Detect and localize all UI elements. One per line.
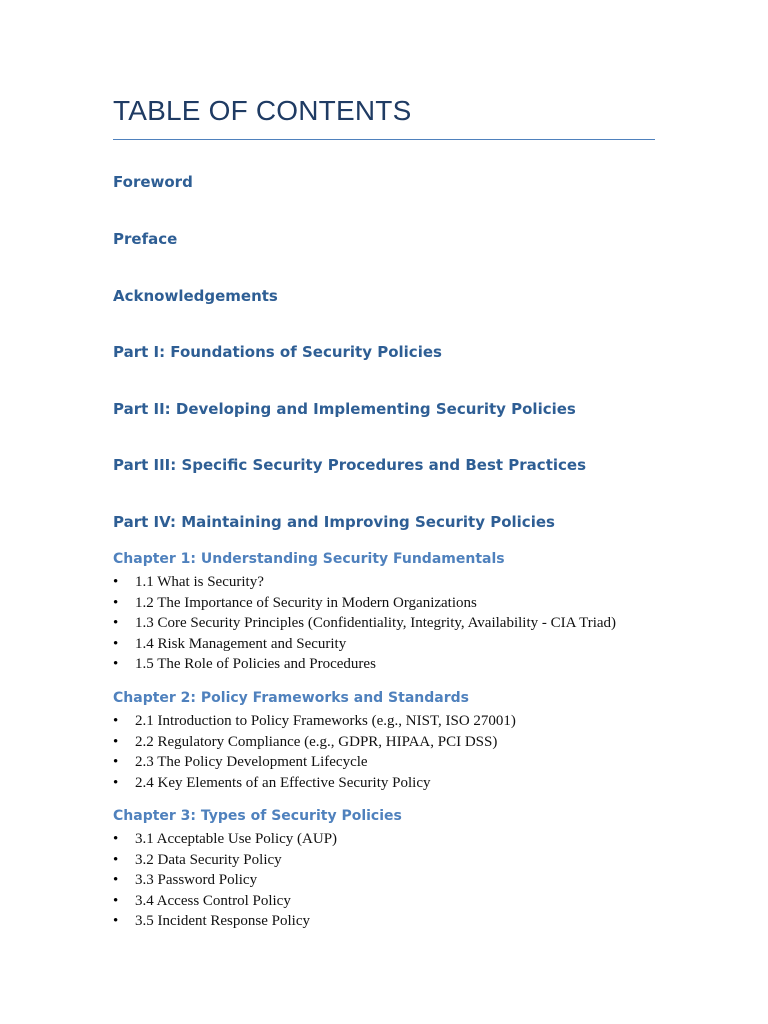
bullet-icon: • [113, 851, 119, 868]
list-item-text: 3.5 Incident Response Policy [135, 913, 310, 930]
bullet-icon: • [113, 656, 119, 673]
bullet-icon: • [113, 872, 119, 889]
list-item-text: 2.1 Introduction to Policy Frameworks (e.g., NIST, ISO 27001) [135, 713, 516, 729]
bullet-icon: • [113, 733, 119, 750]
bullet-icon: • [113, 754, 119, 771]
title-underline [113, 139, 655, 140]
toc-entry-part-4[interactable]: Part IV: Maintaining and Improving Security Policies [113, 513, 555, 531]
toc-entry-preface[interactable]: Preface [113, 230, 178, 248]
toc-entry-part-3[interactable]: Part III: Specific Security Procedures and Best Practices [113, 456, 586, 474]
list-item-text: 1.2 The Importance of Security in Modern Organizations [135, 594, 477, 611]
toc-entry-part-1[interactable]: Part I: Foundations of Security Policies [113, 343, 442, 361]
page-title: TABLE OF CONTENTS [113, 95, 412, 126]
toc-entry-part-2[interactable]: Part II: Developing and Implementing Security Policies [113, 400, 576, 418]
list-item-text: 3.2 Data Security Policy [135, 851, 282, 868]
list-item-text: 3.4 Access Control Policy [135, 892, 291, 909]
toc-entry-acknowledgements[interactable]: Acknowledgements [113, 287, 278, 305]
chapter-2-heading[interactable]: Chapter 2: Policy Frameworks and Standards [113, 690, 469, 706]
list-item-text: 2.4 Key Elements of an Effective Security Policy [135, 774, 431, 791]
bullet-icon: • [113, 594, 119, 611]
list-item-text: 3.3 Password Policy [135, 872, 258, 889]
chapter-1-heading[interactable]: Chapter 1: Understanding Security Fundamentals [113, 551, 505, 567]
bullet-icon: • [113, 713, 119, 729]
chapter-3-heading[interactable]: Chapter 3: Types of Security Policies [113, 808, 402, 824]
list-item-text: 1.3 Core Security Principles (Confidentiality, Integrity, Availability - CIA Triad) [135, 615, 617, 632]
toc-entry-foreword[interactable]: Foreword [113, 173, 193, 191]
list-item-text: 3.1 Acceptable Use Policy (AUP) [135, 831, 338, 847]
bullet-icon: • [113, 615, 119, 632]
list-item-text: 1.1 What is Security? [135, 574, 264, 590]
bullet-icon: • [113, 774, 119, 791]
list-item-text: 2.2 Regulatory Compliance (e.g., GDPR, HIPAA, PCI DSS) [135, 733, 498, 750]
list-item-text: 1.4 Risk Management and Security [135, 635, 347, 652]
bullet-icon: • [113, 635, 119, 652]
list-item-text: 2.3 The Policy Development Lifecycle [135, 754, 368, 771]
list-item-text: 1.5 The Role of Policies and Procedures [135, 656, 376, 673]
bullet-icon: • [113, 574, 119, 590]
bullet-icon: • [113, 913, 119, 930]
bullet-icon: • [113, 892, 119, 909]
bullet-icon: • [113, 831, 119, 847]
